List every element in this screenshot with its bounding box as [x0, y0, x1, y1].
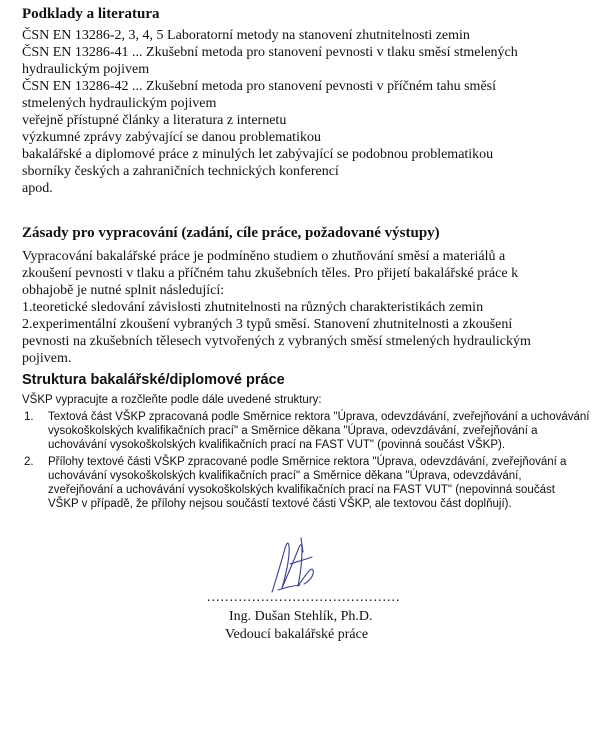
section-title-zasady: Zásady pro vypracování (zadání, cíle práce, požadované výstupy): [22, 225, 440, 241]
zasady-line: 2.experimentální zkoušení vybraných 3 typů směsí. Stanovení zhutnitelnosti a zkoušení: [22, 317, 513, 332]
podklady-line: hydraulickým pojivem: [22, 62, 150, 77]
podklady-line: veřejně přístupné články a literatura z internetu: [22, 113, 287, 128]
list-item-line: zveřejňování a uchovávání vysokoškolských kvalifikačních prací na FAST VUT" (nepovinná součást: [48, 484, 555, 496]
struktura-item-1: [22, 410, 607, 452]
struktura-intro: VŠKP vypracujte a rozčleňte podle dále uvedené struktury:: [22, 394, 322, 406]
list-item-line: VŠKP v případě, že přílohy nejsou součástí textové části VŠKP, ale textovou část doplňují).: [48, 498, 512, 510]
zasady-line: pojivem.: [22, 351, 72, 366]
signature-line: ...........................................: [207, 590, 401, 605]
podklady-list: [22, 27, 607, 197]
podklady-line: apod.: [22, 181, 53, 196]
podklady-line: ČSN EN 13286-42 ... Zkušební metoda pro stanovení pevnosti v příčném tahu směsí: [22, 79, 496, 94]
struktura-content: [22, 393, 607, 511]
zasady-line: Vypracování bakalářské práce je podmíněno studiem o zhutňování směsí a materiálů a: [22, 249, 506, 264]
zasady-line: zkoušení pevnosti v tlaku a příčném tahu zkušebních těles. Pro přijetí bakalářské práce k: [22, 266, 519, 281]
section-title-struktura: Struktura bakalářské/diplomové práce: [22, 372, 285, 388]
zasady-line: pevnosti na zkušebních tělesech vytvořených z vybraných směsí stmelených hydraulickým: [22, 334, 531, 349]
zasady-text: [22, 248, 607, 367]
podklady-line: výzkumné zprávy zabývající se danou problematikou: [22, 130, 321, 145]
list-item-line: Textová část VŠKP zpracovaná podle Směrnice rektora "Úprava, odevzdávání, zveřejňování a uchovávání: [48, 411, 590, 423]
zasady-line: obhajobě je nutné splnit následující:: [22, 283, 225, 298]
podklady-line: ČSN EN 13286-2, 3, 4, 5 Laboratorní metody na stanovení zhutnitelnosti zemin: [22, 28, 470, 43]
section-title-podklady: Podklady a literatura: [22, 6, 160, 22]
podklady-line: ČSN EN 13286-41 ... Zkušební metoda pro stanovení pevnosti v tlaku směsí stmelených: [22, 45, 518, 60]
podklady-line: bakalářské a diplomové práce z minulých let zabývající se podobnou problematikou: [22, 147, 494, 162]
list-number: 2.: [24, 456, 34, 468]
list-item-line: uchovávání vysokoškolských kvalifikačních prací" a Směrnice děkana "Úprava, odevzdávání,: [48, 470, 522, 482]
list-item-line: uchovávání vysokoškolských kvalifikačních prací na FAST VUT" (povinná součást VŠKP).: [48, 439, 506, 451]
supervisor-name: Ing. Dušan Stehlík, Ph.D.: [229, 609, 373, 624]
supervisor-role: Vedoucí bakalářské práce: [225, 627, 369, 642]
list-item-line: Přílohy textové části VŠKP zpracované podle Směrnice rektora "Úprava, odevzdávání, zveřejňování a: [48, 456, 567, 468]
podklady-line: stmelených hydraulickým pojivem: [22, 96, 217, 111]
list-item-line: vysokoškolských kvalifikačních prací" a Směrnice děkana "Úprava, odevzdávání, zveřejňování a: [48, 425, 538, 437]
struktura-item-2: [22, 455, 607, 511]
podklady-line: sborníky českých a zahraničních technických konferencí: [22, 164, 339, 179]
zasady-line: 1.teoretické sledování závislosti zhutnitelnosti na různých charakteristikách zemin: [22, 300, 484, 315]
list-number: 1.: [24, 411, 34, 423]
